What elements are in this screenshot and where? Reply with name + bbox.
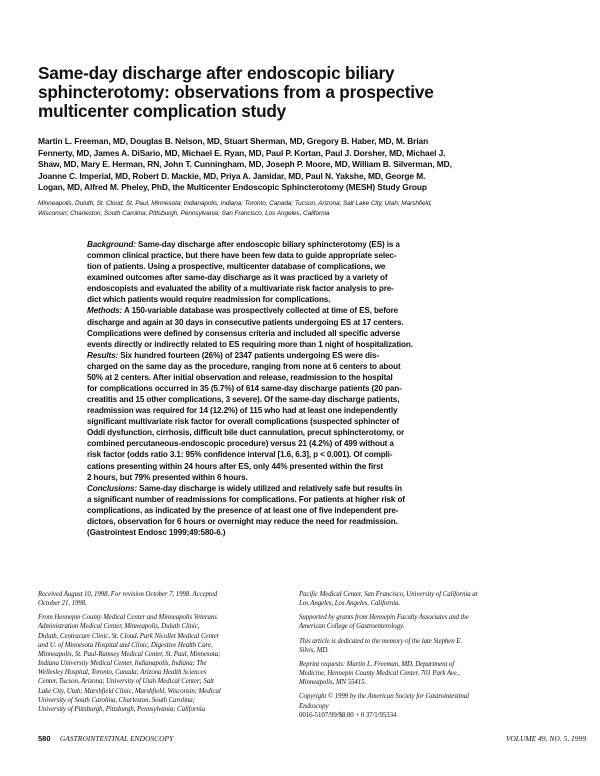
- abstract-line: Oddi dysfunction, cirrhosis, difficult bile duct cannulation, precut sphincterotomy, or: [87, 428, 405, 438]
- background-label: Background:: [87, 240, 136, 249]
- abstract-text: Same-day discharge is widely utilized and relatively safe but results in: [139, 483, 402, 493]
- author-line: Joanne C. Imperial, MD, Robert D. Mackie, MD, Priya A. Jamidar, MD, Paul N. Yakshe, MD, George M.: [38, 170, 426, 181]
- methods-label: Methods:: [87, 306, 123, 316]
- results-label: Results:: [87, 350, 119, 360]
- article-code: 0016-5107/99/$8.00 + 0 37/1/95334: [299, 711, 397, 719]
- abstract-line: common clinical practice, but there have been few data to guide appropriate selec-: [87, 251, 397, 261]
- abstract-line: examined outcomes after same-day discharge as it was practiced by a variety of: [87, 273, 388, 283]
- abstract-line: significant multivariate risk factor for overall complications (suspected sphincter of: [87, 417, 400, 427]
- institution-note: and U. of Minnesota Hospital and Clinic, Digestive Health Care,: [38, 641, 213, 649]
- abstract-line: 2 hours, but 79% presented within 6 hours.: [87, 472, 248, 482]
- title-line: sphincterotomy: observations from a prospective: [38, 82, 434, 102]
- abstract-line: tion of patients. Using a prospective, multicenter database of complications, we: [87, 262, 386, 272]
- page-footer: [38, 733, 586, 745]
- abstract-line: 50% at 2 centers. After initial observation and release, readmission to the hospital: [87, 372, 393, 382]
- title-line: multicenter complication study: [38, 101, 287, 121]
- dedication-note: This article is dedicated to the memory of the late Stephen E.: [299, 637, 463, 645]
- author-line: Shaw, MD, Mary E. Herman, RN, John T. Cunningham, MD, Joseph P. Moore, MD, William B. Silverman, MD,: [38, 159, 452, 170]
- author-affiliations: [38, 199, 586, 219]
- abstract-text: Same-day discharge after endoscopic biliary sphincterotomy (ES) is a: [137, 240, 400, 249]
- institution-note: Los Angeles, Los Angeles, California.: [299, 600, 401, 608]
- abstract-line: endoscopists and evaluated the ability of a multivariate risk factor analysis to pre-: [87, 284, 394, 294]
- abstract-line: events directly or indirectly related to ES requiring more than 1 night of hospitalization.: [87, 339, 413, 349]
- footnotes-left-column: [38, 590, 300, 714]
- abstract-line: discharge and again at 30 days in consecutive patients undergoing ES at 17 centers.: [87, 317, 404, 327]
- abstract-line: [87, 350, 589, 361]
- page-number: 580: [38, 734, 51, 743]
- abstract-text: Six hundred fourteen (26%) of 2347 patients undergoing ES were dis-: [120, 350, 380, 360]
- footnotes-right-column: [299, 590, 561, 720]
- abstract-line: for complications occurred in 35 (5.7%) of 614 same-day discharge patients (20 pan-: [87, 384, 402, 394]
- affiliation-line: Wisconsin; Charleston, South Carolina; Pittsburgh, Pennsylvania; San Francisco, Los Angeles, California: [38, 209, 330, 217]
- reprint-note: Medicine, Hennepin County Medical Center, 701 Park Ave.,: [299, 670, 460, 678]
- institution-note: University of Pittsburgh, Pittsburgh, Pennsylvania; California: [38, 705, 205, 713]
- author-line: Martin L. Freeman, MD, Douglas B. Nelson, MD, Stuart Sherman, MD, Gregory B. Haber, MD, M. Brian: [38, 136, 429, 146]
- copyright-note: Endoscopy: [299, 702, 329, 710]
- institution-note: Duluth, Centracare Clinic, St. Cloud, Park Nicollet Medical Center: [38, 632, 220, 640]
- abstract-line: combined percutaneous-endoscopic procedure) versus 21 (4.2%) of 499 without a: [87, 439, 394, 449]
- received-note: Received August 10, 1998. For revision October 7, 1998. Accepted: [38, 591, 218, 598]
- institution-note: Pacific Medical Center, San Francisco, University of California at: [299, 591, 478, 598]
- abstract-line: [87, 305, 589, 316]
- institution-note: From Hennepin County Medical Center and Minneapolis Veterans: [38, 614, 217, 622]
- abstract-line: cations presenting within 24 hours after ES, only 44% presented within the first: [87, 461, 384, 471]
- abstract-line: [87, 239, 589, 250]
- dedication-note: Silvis, MD.: [299, 646, 329, 654]
- institution-note: Indiana University Medical Center, Indianapolis, Indiana; The: [38, 660, 207, 668]
- received-note: October 21, 1998.: [38, 600, 87, 608]
- abstract-line: dictors, observation for 6 hours or overnight may reduce the need for readmission.: [87, 516, 398, 526]
- abstract-line: risk factor (odds ratio 3.1: 95% confidence interval [1.6, 6.3], p < 0.001). Of compli-: [87, 450, 393, 460]
- institution-note: Minneapolis, St. Paul-Ramsey Medical Center, St. Paul, Minnesota;: [38, 650, 221, 658]
- institution-note: University of South Carolina, Charleston, South Carolina;: [38, 696, 195, 704]
- abstract-line: complications, as indicated by the presence of at least one of five independent pre-: [87, 505, 399, 515]
- author-line: Fennerty, MD, James A. DiSario, MD, Michael E. Ryan, MD, Paul P. Kortan, Paul J. Dorsher, MD, Michael J.: [38, 147, 446, 158]
- abstract-line: [87, 483, 589, 494]
- affiliation-line: Minneapolis, Duluth, St. Cloud, St. Paul, Minnesota; Indianapolis, Indiana; Toronto, Canada; Tucson, Arizona; Salt Lake City, Utah; Marshfield,: [38, 200, 432, 207]
- abstract-line: a significant number of readmissions for complications. For patients at higher risk of: [87, 494, 405, 504]
- support-note: American College of Gastroenterology.: [299, 623, 405, 631]
- article-title: [38, 64, 578, 121]
- abstract: [87, 239, 589, 538]
- copyright-note: Copyright © 1999 by the American Society for Gastrointestinal: [299, 693, 469, 701]
- abstract-text: A 150-variable database was prospectively collected at time of ES, before: [124, 306, 399, 316]
- reprint-note: Reprint requests: Martin L. Freeman, MD, Department of: [299, 660, 455, 668]
- institution-note: Lake City, Utah; Marshfield Clinic, Marshfield, Wisconsin; Medical: [38, 687, 221, 695]
- abstract-line: dict which patients would require readmission for complications.: [87, 295, 331, 305]
- volume-info: VOLUME 49, NO. 5, 1999: [506, 734, 586, 743]
- abstract-line: creatitis and 15 other complications, 3 severe). Of the same-day discharge patients,: [87, 395, 400, 405]
- reprint-note: Minneapolis, MN 55415.: [299, 679, 367, 687]
- title-line: Same-day discharge after endoscopic biliary: [38, 63, 395, 83]
- author-list: [38, 136, 586, 194]
- abstract-line: readmission was required for 14 (12.2%) of 115 who had at least one independently: [87, 406, 398, 416]
- support-note: Supported by grants from Hennepin Faculty Associates and the: [299, 614, 469, 622]
- abstract-line: (Gastrointest Endosc 1999;49:580-6.): [87, 528, 226, 538]
- conclusions-label: Conclusions:: [87, 483, 138, 493]
- abstract-line: charged on the same day as the procedure, ranging from none at 6 centers to about: [87, 361, 401, 371]
- institution-note: Wellesley Hospital, Toronto, Canada; Arizona Health Sciences: [38, 669, 207, 677]
- author-line: Logan, MD, Alfred M. Pheley, PhD, the Multicenter Endoscopic Sphincterotomy (MESH) Study Group: [38, 182, 427, 193]
- institution-note: Administration Medical Center, Minneapolis, Duluth Clinic,: [38, 623, 200, 631]
- institution-note: Center, Tucson, Arizona; University of Utah Medical Center; Salt: [38, 678, 214, 686]
- journal-name: GASTROINTESTINAL ENDOSCOPY: [59, 734, 174, 743]
- abstract-line: Complications were defined by consensus criteria and included all specific adverse: [87, 328, 401, 338]
